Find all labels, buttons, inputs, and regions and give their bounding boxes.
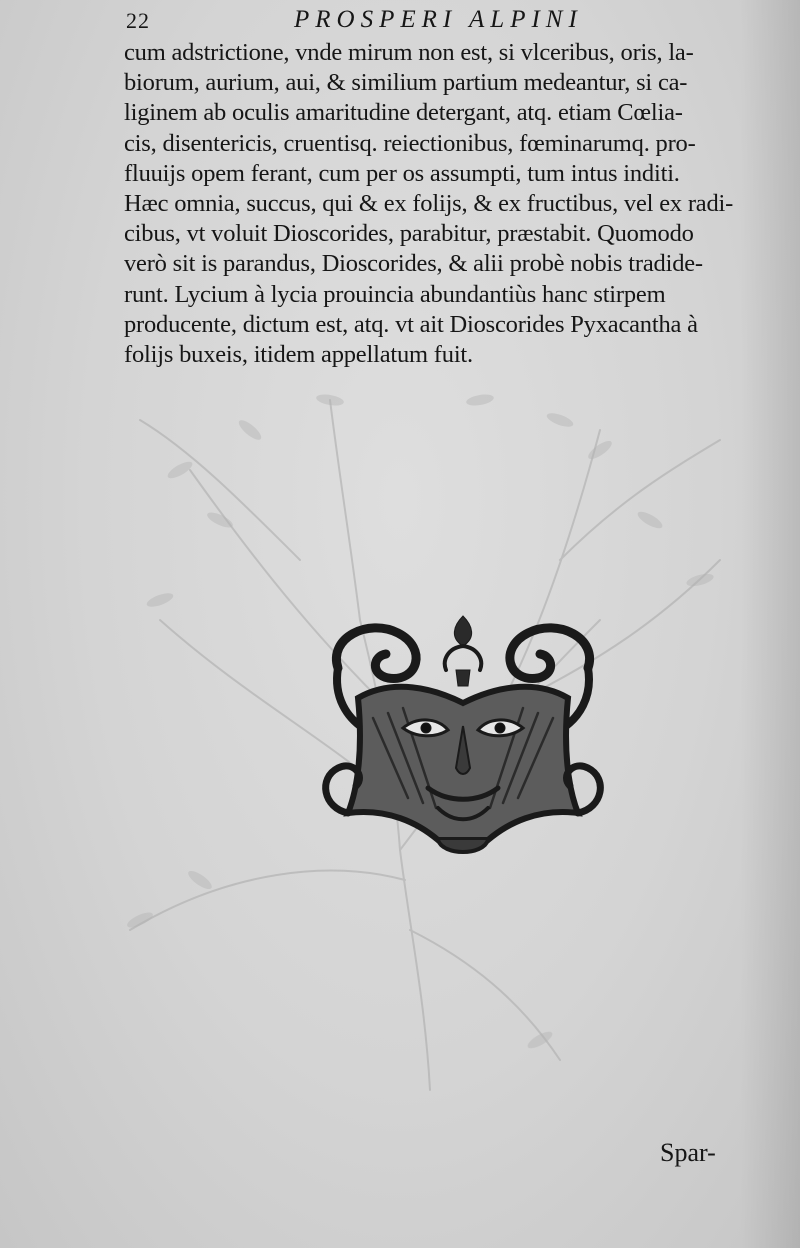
grotesque-mask-ornament-icon — [318, 608, 608, 858]
body-line: fluuijs opem ferant, cum per os assumpti, tum intus inditi. — [124, 159, 680, 187]
page-header — [126, 4, 776, 42]
body-line: verò sit is parandus, Dioscorides, & alii probè nobis tradide- — [124, 250, 703, 278]
running-head: PROSPERI ALPINI — [294, 6, 583, 33]
body-line: producente, dictum est, atq. vt ait Dioscorides Pyxacantha à — [124, 310, 698, 338]
body-line: cis, disentericis, cruentisq. reiectionibus, fœminarumq. pro- — [124, 129, 696, 157]
body-line: runt. Lycium à lycia prouincia abundantiùs hanc stirpem — [124, 280, 666, 308]
body-line: Hæc omnia, succus, qui & ex folijs, & ex fructibus, vel ex radi- — [124, 189, 734, 217]
body-text — [124, 38, 784, 370]
body-line: cibus, vt voluit Dioscorides, parabitur, præstabit. Quomodo — [124, 220, 694, 248]
body-line: folijs buxeis, itidem appellatum fuit. — [124, 340, 473, 368]
catchword: Spar- — [660, 1138, 716, 1167]
body-line: cum adstrictione, vnde mirum non est, si vlceribus, oris, la- — [124, 39, 694, 66]
page-number: 22 — [126, 8, 150, 33]
body-line: biorum, aurium, aui, & similium partium medeantur, si ca- — [124, 69, 688, 97]
body-line: liginem ab oculis amaritudine detergant, atq. etiam Cœlia- — [124, 99, 683, 127]
